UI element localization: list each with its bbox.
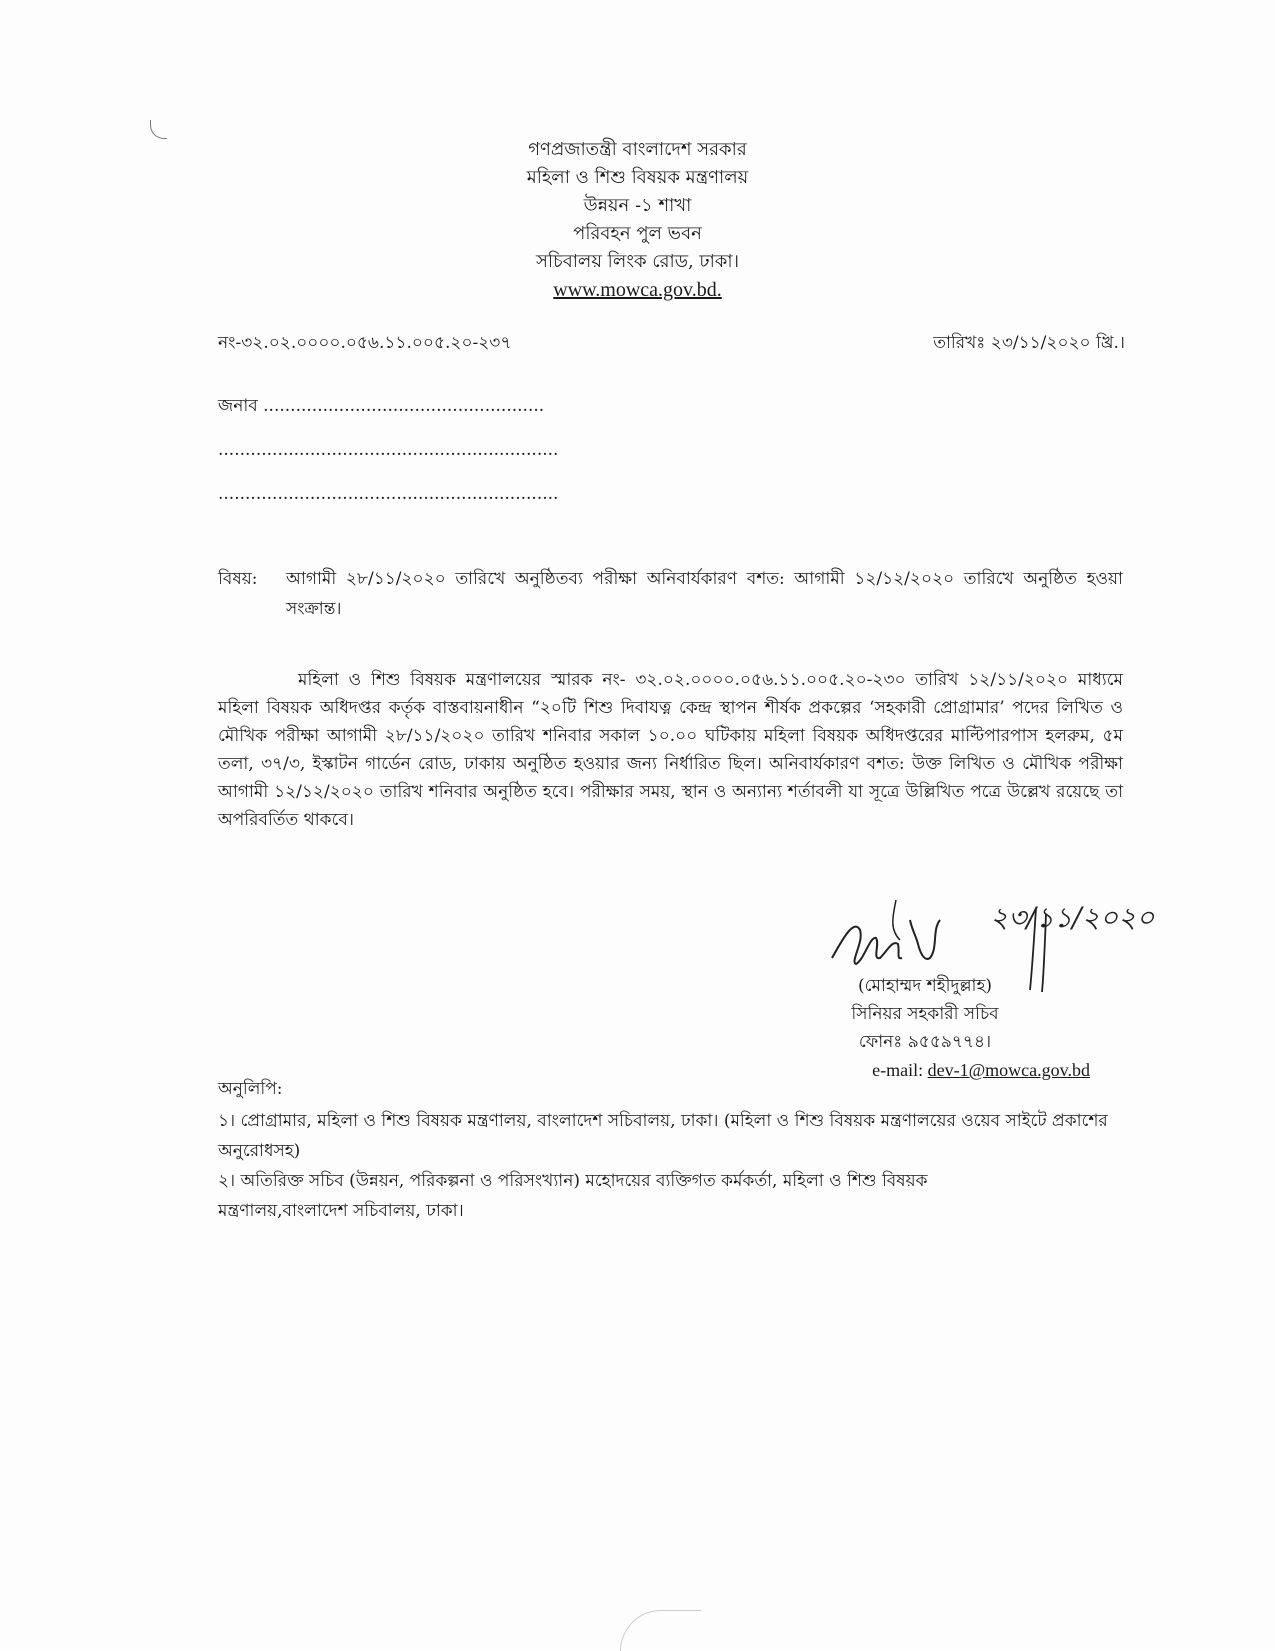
copy-item-2-line-2: মন্ত্রণালয়,বাংলাদেশ সচিবালয়, ঢাকা। [218, 1201, 464, 1221]
reference-number: নং-৩২.০২.০০০০.০৫৬.১১.০০৫.২০-২৩৭ [218, 333, 512, 353]
copies-title: অনুলিপি: [218, 1079, 283, 1099]
recipient-line-3: ............................................................... [218, 484, 559, 504]
letterhead-government: গণপ্রজাতন্ত্রী বাংলাদেশ সরকার [528, 139, 747, 160]
letterhead-branch: উন্নয়ন -১ শাখা [583, 195, 692, 216]
signatory-block [760, 972, 1090, 1084]
scan-artifact-curve [620, 1610, 701, 1651]
subject-text: আগামী ২৮/১১/২০২০ তারিখে অনুষ্ঠিতব্য পরীক্ষা অনিবার্যকারণ বশত: আগামী ১২/১২/২০২০ তারিখে অনুষ্ঠিত হওয়া সংক্রান্ত। [286, 569, 1123, 619]
letterhead-address: সচিবালয় লিংক রোড, ঢাকা। [535, 251, 740, 272]
letterhead-ministry: মহিলা ও শিশু বিষয়ক মন্ত্রণালয় [526, 167, 749, 188]
copy-item-1: ১। প্রোগ্রামার, মহিলা ও শিশু বিষয়ক মন্ত্রণালয়, বাংলাদেশ সচিবালয়, ঢাকা। (মহিলা ও শিশু বিষয়ক মন্ত্রণালয়ের ওয়েব সাইটে প্রকাশের অনুরোধসহ) [218, 1111, 1108, 1161]
letterhead-website-link[interactable]: www.mowca.gov.bd. [553, 279, 722, 301]
email-label: e-mail: [872, 1060, 924, 1080]
handwritten-date: ২৩/১১/২০২০ [990, 901, 1155, 934]
recipient-line-1: জনাব .................................................... [218, 396, 545, 416]
signatory-name: (মোহাম্মদ শহীদুল্লাহ) [857, 976, 993, 996]
copy-item-2-line-1: ২। অতিরিক্ত সচিব (উন্নয়ন, পরিকল্পনা ও পরিসংখ্যান) মহোদয়ের ব্যক্তিগত কর্মকর্তা, মহিলা ও শিশু বিষয়ক [218, 1171, 928, 1191]
copies-block [218, 1074, 1118, 1226]
letterhead-building: পরিবহন পুল ভবন [573, 223, 702, 244]
letter-date: তারিখঃ ২৩/১১/২০২০ খ্রি.। [933, 333, 1125, 353]
recipient-line-2: ............................................................... [218, 440, 559, 460]
recipient-block [218, 384, 558, 516]
subject-label: বিষয়: [218, 569, 258, 589]
body-paragraph: মহিলা ও শিশু বিষয়ক মন্ত্রণালয়ের স্মারক নং- ৩২.০২.০০০০.০৫৬.১১.০০৫.২০-২৩০ তারিখ ১২/১১/২০২০ মাধ্যমে মহিলা বিষয়ক অধিদপ্তর কর্তৃক বাস্তবায়নাধীন “২০টি শিশু দিবাযত্ন কেন্দ্র স্থাপন শীর্ষক প্রকল্পের ‘সহকারী প্রোগ্রামার’ পদের লিখিত ও মৌখিক পরীক্ষা আগামী ২৮/১১/২০২০ তারিখ শনিবার সকাল ১০.০০ ঘটিকায় মহিলা বিষয়ক অধিদপ্তরের মাল্টিপারপাস হলরুম, ৫ম তলা, ৩৭/৩, ইস্কাটন গার্ডেন রোড, ঢাকায় অনুষ্ঠিত হওয়ার জন্য নির্ধারিত ছিল। অনিবার্যকারণ বশত: উক্ত লিখিত ও মৌখিক পরীক্ষা আগামী ১২/১২/২০২০ তারিখ শনিবার অনুষ্ঠিত হবে। পরীক্ষার সময়, স্থান ও অন্যান্য শর্তাবলী যা সূত্রে উল্লিখিত পত্রে উল্লেখ রয়েছে তা অপরিবর্তিত থাকবে। [218, 670, 1123, 830]
subject-block [218, 564, 1123, 624]
signatory-phone: ফোনঃ ৯৫৫৯৭৭৪। [858, 1032, 992, 1052]
letterhead [0, 136, 1275, 304]
signatory-email-link[interactable]: dev-1@mowca.gov.bd [927, 1060, 1090, 1080]
signatory-designation: সিনিয়র সহকারী সচিব [851, 1004, 999, 1024]
